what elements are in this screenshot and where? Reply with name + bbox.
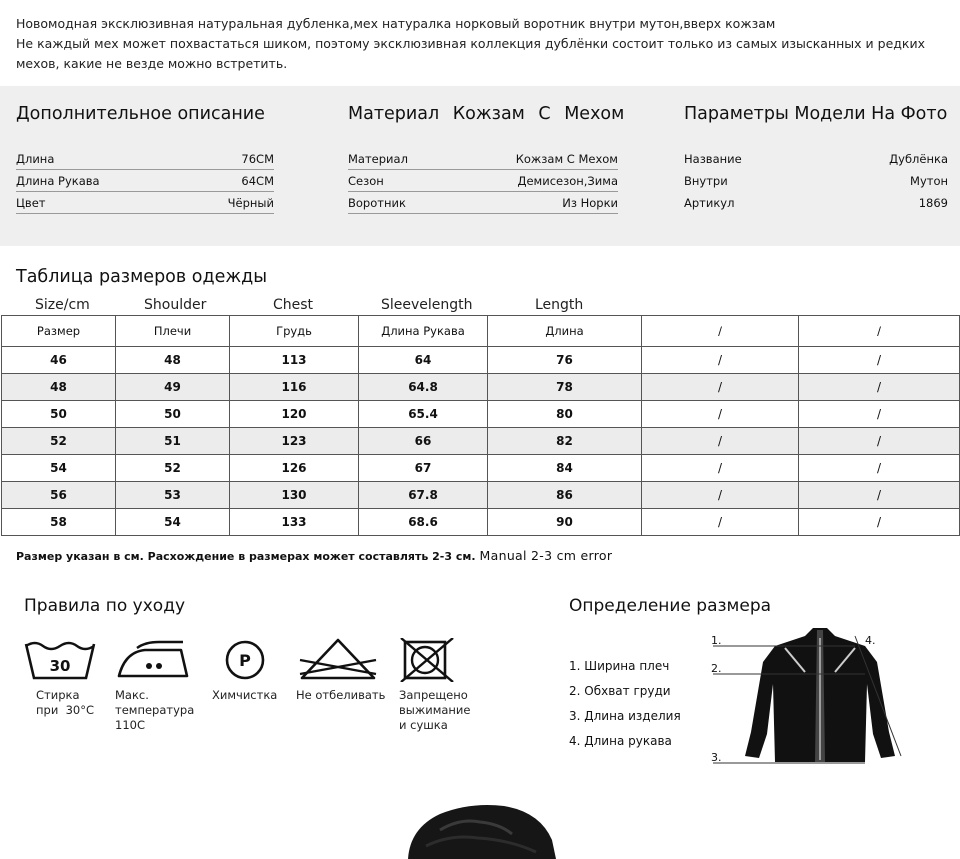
table-cell: /	[642, 401, 799, 428]
table-cell: 54	[2, 455, 116, 482]
size-table-header	[2, 316, 960, 347]
spec-value: Кожзам С Мехом	[515, 152, 618, 166]
table-cell: /	[799, 374, 960, 401]
iron-medium-icon	[115, 638, 191, 682]
en-header-sleeve: Sleevelength	[381, 297, 473, 313]
table-cell: 120	[230, 401, 359, 428]
table-cell: 133	[230, 509, 359, 536]
header-cell: Длина Рукава	[359, 316, 488, 347]
table-cell: /	[799, 428, 960, 455]
spec-description-title: Дополнительное описание	[16, 104, 265, 124]
spec-material-title: Материал Кожзам С Мехом	[348, 104, 625, 124]
header-cell: /	[642, 316, 799, 347]
table-cell: 46	[2, 347, 116, 374]
care-text: Стирка при 30°С	[36, 688, 95, 717]
table-cell: 52	[116, 455, 230, 482]
marker-3: 3.	[711, 751, 722, 764]
care-item-bleach	[296, 638, 385, 703]
header-cell: /	[799, 316, 960, 347]
spec-row	[16, 170, 274, 192]
table-cell: /	[642, 347, 799, 374]
spec-value: 64CM	[241, 174, 274, 188]
header-cell: Размер	[2, 316, 116, 347]
dry-clean-p-icon	[212, 638, 278, 682]
spec-row	[684, 148, 948, 170]
table-cell: 113	[230, 347, 359, 374]
size-definition-item: 3. Длина изделия	[569, 709, 681, 723]
care-text: Не отбеливать	[296, 688, 386, 702]
en-header-size: Size/cm	[35, 297, 90, 313]
table-cell: 116	[230, 374, 359, 401]
table-cell: 126	[230, 455, 359, 482]
size-definition-item: 1. Ширина плеч	[569, 659, 670, 673]
en-header-length: Length	[535, 297, 584, 313]
spec-row	[684, 170, 948, 192]
spec-value: Демисезон,Зима	[517, 174, 618, 188]
size-note-en: Manual 2-3 cm error	[479, 548, 613, 563]
table-cell: 90	[488, 509, 642, 536]
spec-band	[0, 86, 960, 246]
wash-30-icon	[24, 638, 98, 682]
jacket-diagram	[705, 622, 915, 772]
table-cell: 66	[359, 428, 488, 455]
spec-row	[348, 170, 618, 192]
size-definition-item: 4. Длина рукава	[569, 734, 672, 748]
table-cell: 58	[2, 509, 116, 536]
spec-label: Внутри	[684, 174, 728, 188]
care-item-dry	[399, 638, 470, 733]
spec-label: Сезон	[348, 174, 384, 188]
care-item-wash	[24, 638, 98, 718]
care-item-iron	[115, 638, 194, 733]
table-cell: 78	[488, 374, 642, 401]
intro-line-1: Новомодная эксклюзивная натуральная дубленка,мех натуралка норковый воротник внутри мутон,вверх кожзам	[16, 16, 776, 31]
table-cell: 67.8	[359, 482, 488, 509]
spec-model	[684, 104, 948, 214]
table-cell: /	[642, 428, 799, 455]
table-cell: 52	[2, 428, 116, 455]
table-cell: 86	[488, 482, 642, 509]
size-note	[16, 548, 612, 563]
spec-label: Воротник	[348, 196, 406, 210]
table-cell: /	[799, 401, 960, 428]
intro-line-2: Не каждый мех может похвастаться шиком, поэтому эксклюзивная коллекция дублёнки состоит только из самых изысканных и редких мехов, какие не везде можно встретить.	[16, 36, 925, 71]
spec-value: Из Норки	[562, 196, 618, 210]
table-row	[2, 428, 960, 455]
table-cell: 130	[230, 482, 359, 509]
wash-temp: 30	[49, 657, 71, 675]
header-cell: Грудь	[230, 316, 359, 347]
table-cell: /	[799, 347, 960, 374]
table-cell: /	[642, 509, 799, 536]
table-cell: 67	[359, 455, 488, 482]
table-row	[2, 509, 960, 536]
table-cell: 54	[116, 509, 230, 536]
spec-row	[16, 148, 274, 170]
size-note-ru: Размер указан в см. Расхождение в размерах может составлять 2-3 см.	[16, 550, 476, 563]
table-cell: 65.4	[359, 401, 488, 428]
spec-label: Длина	[16, 152, 55, 166]
english-headers	[0, 297, 960, 315]
table-cell: /	[642, 374, 799, 401]
care-item-dryclean	[212, 638, 278, 703]
spec-model-title: Параметры Модели На Фото	[684, 104, 948, 124]
spec-row	[348, 192, 618, 214]
table-cell: 48	[116, 347, 230, 374]
table-cell: 48	[2, 374, 116, 401]
dry-clean-mark: P	[239, 651, 251, 670]
care-text: Химчистка	[212, 688, 278, 702]
table-cell: 49	[116, 374, 230, 401]
table-cell: 64.8	[359, 374, 488, 401]
table-row	[2, 401, 960, 428]
care-title: Правила по уходу	[24, 596, 186, 616]
size-table	[1, 315, 960, 536]
fur-collar-image	[400, 800, 560, 859]
spec-description	[16, 104, 274, 214]
table-cell: 50	[2, 401, 116, 428]
table-cell: 53	[116, 482, 230, 509]
spec-material	[348, 104, 625, 214]
table-row	[2, 455, 960, 482]
size-definition-item: 2. Обхват груди	[569, 684, 671, 698]
table-cell: /	[642, 482, 799, 509]
spec-value: Чёрный	[227, 196, 274, 210]
table-cell: 50	[116, 401, 230, 428]
table-cell: /	[799, 482, 960, 509]
size-definition-title: Определение размера	[569, 596, 772, 616]
spec-label: Название	[684, 152, 742, 166]
spec-row	[684, 192, 948, 214]
table-cell: 68.6	[359, 509, 488, 536]
table-row	[2, 482, 960, 509]
table-cell: /	[799, 509, 960, 536]
en-header-shoulder: Shoulder	[144, 297, 207, 313]
spec-value: 1869	[918, 196, 948, 210]
marker-4: 4.	[865, 634, 876, 647]
table-cell: 123	[230, 428, 359, 455]
table-cell: 76	[488, 347, 642, 374]
table-cell: /	[642, 455, 799, 482]
spec-label: Цвет	[16, 196, 46, 210]
spec-label: Длина Рукава	[16, 174, 100, 188]
no-bleach-icon	[296, 638, 380, 682]
header-cell: Плечи	[116, 316, 230, 347]
table-row	[2, 347, 960, 374]
no-tumble-dry-icon	[399, 638, 459, 682]
spec-value: Мутон	[910, 174, 948, 188]
table-cell: 80	[488, 401, 642, 428]
care-text: Запрещено выжимание и сушка	[399, 688, 471, 732]
spec-row	[348, 148, 618, 170]
size-table-title: Таблица размеров одежды	[16, 267, 268, 287]
table-row	[2, 374, 960, 401]
table-cell: 84	[488, 455, 642, 482]
intro-text	[16, 14, 951, 74]
marker-2: 2.	[711, 662, 722, 675]
spec-row	[16, 192, 274, 214]
spec-value: Дублёнка	[889, 152, 948, 166]
marker-1: 1.	[711, 634, 722, 647]
spec-label: Артикул	[684, 196, 735, 210]
size-definition-list	[569, 659, 681, 759]
header-cell: Длина	[488, 316, 642, 347]
table-cell: /	[799, 455, 960, 482]
table-cell: 82	[488, 428, 642, 455]
spec-label: Материал	[348, 152, 408, 166]
table-cell: 56	[2, 482, 116, 509]
spec-value: 76CM	[241, 152, 274, 166]
table-cell: 51	[116, 428, 230, 455]
care-text: Макс. температура 110С	[115, 688, 195, 732]
table-cell: 64	[359, 347, 488, 374]
en-header-chest: Chest	[273, 297, 314, 313]
